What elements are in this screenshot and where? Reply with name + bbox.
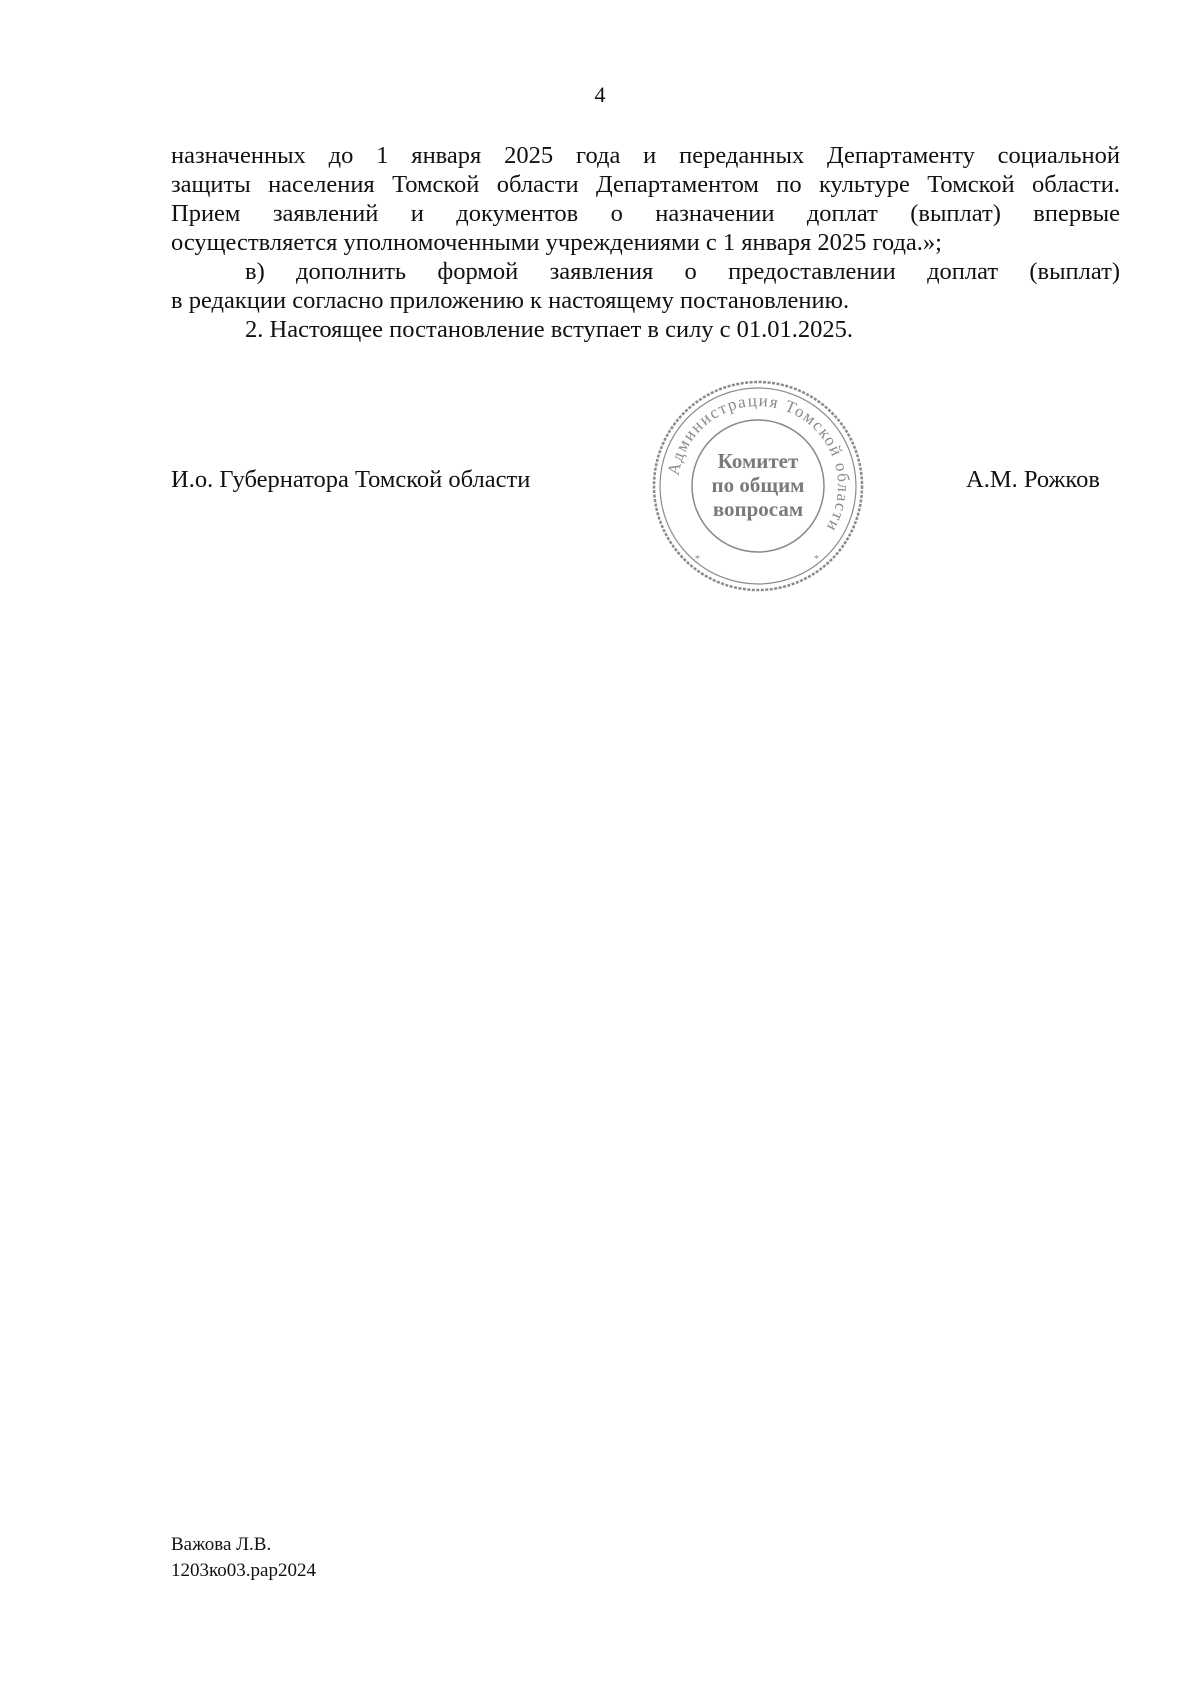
svg-text:*: * xyxy=(695,554,700,565)
body-line: 2. Настоящее постановление вступает в силу с 01.01.2025. xyxy=(245,316,854,343)
body-line: в) дополнить формой заявления о предоставлении доплат (выплат) xyxy=(245,258,1120,285)
signatory-name: А.М. Рожков xyxy=(966,466,1100,493)
body-line: осуществляется уполномоченными учреждениями с 1 января 2025 года.»; xyxy=(171,229,942,256)
stamp-center-line: по общим xyxy=(711,473,805,497)
stamp-ring-text: Администрация Томской области xyxy=(663,390,854,536)
body-line: назначенных до 1 января 2025 года и переданных Департаменту социальной xyxy=(171,142,1120,169)
body-line: защиты населения Томской области Департаментом по культуре Томской области. xyxy=(171,171,1120,198)
body-text xyxy=(171,141,1120,344)
footer-author: Важова Л.В. xyxy=(171,1534,272,1555)
official-stamp xyxy=(648,376,868,596)
signatory-position: И.о. Губернатора Томской области xyxy=(171,466,531,493)
document-footer xyxy=(171,1532,316,1584)
page-number: 4 xyxy=(594,82,606,107)
body-line: в редакции согласно приложению к настоящему постановлению. xyxy=(171,287,850,314)
stamp-center-line: вопросам xyxy=(712,497,804,521)
body-line: Прием заявлений и документов о назначении доплат (выплат) впервые xyxy=(171,200,1120,227)
stamp-center-line: Комитет xyxy=(717,449,799,473)
svg-text:*: * xyxy=(814,554,819,565)
footer-file-code: 1203ко03.рар2024 xyxy=(171,1560,316,1581)
